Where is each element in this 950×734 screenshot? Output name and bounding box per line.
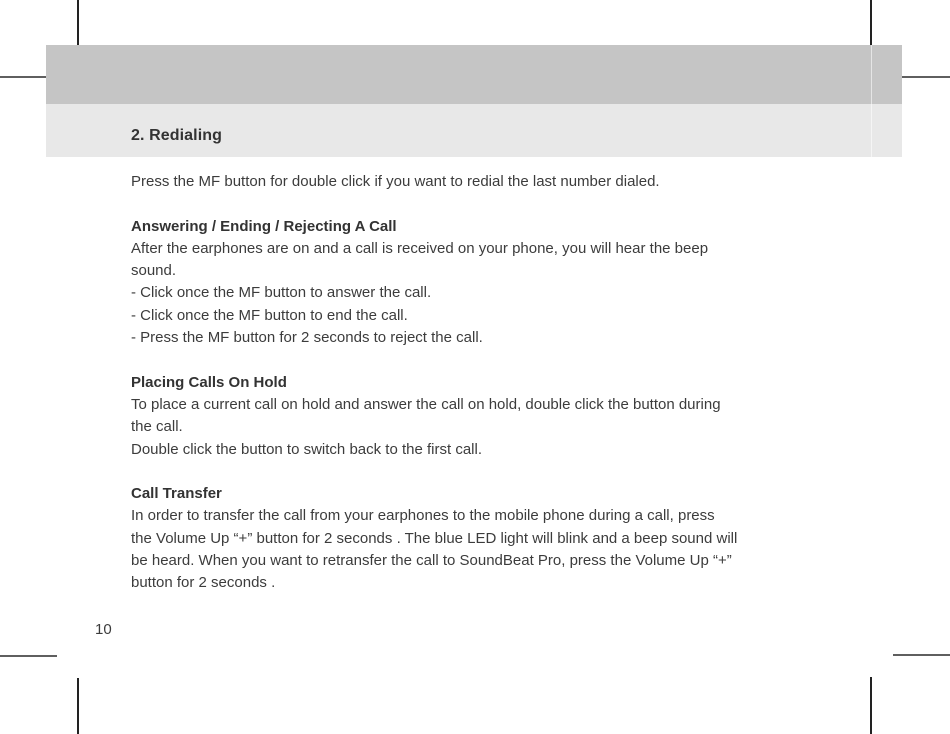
section-title: 2. Redialing	[131, 127, 222, 144]
crop-mark-bottom-left-vertical	[77, 678, 79, 734]
body-line: - Press the MF button for 2 seconds to reject the call.	[131, 329, 483, 347]
body-content	[131, 171, 871, 595]
body-line: In order to transfer the call from your earphones to the mobile phone during a call, press	[131, 507, 715, 525]
body-line: sound.	[131, 262, 177, 280]
intro-paragraph: Press the MF button for double click if you want to redial the last number dialed.	[131, 173, 660, 190]
body-line: - Click once the MF button to answer the call.	[131, 284, 432, 302]
body-line: button for 2 seconds .	[131, 574, 276, 592]
crop-mark-bottom-right-horizontal	[893, 654, 950, 656]
body-line: Double click the button to switch back to the first call.	[131, 440, 482, 458]
crop-mark-band-knockout	[871, 45, 872, 157]
body-line: To place a current call on hold and answer the call on hold, double click the button during	[131, 395, 721, 413]
crop-mark-bottom-right-vertical	[870, 677, 872, 734]
section-transfer	[131, 483, 871, 594]
section-heading: Call Transfer	[131, 485, 222, 503]
section-heading: Answering / Ending / Rejecting A Call	[131, 217, 397, 235]
body-line: - Click once the MF button to end the call.	[131, 306, 408, 324]
body-line: After the earphones are on and a call is received on your phone, you will hear the beep	[131, 239, 709, 257]
section-hold	[131, 372, 871, 461]
section-heading: Placing Calls On Hold	[131, 373, 287, 391]
header-band	[46, 45, 902, 104]
section-title-band	[46, 104, 902, 157]
section-answering	[131, 216, 871, 350]
body-line: the call.	[131, 418, 183, 436]
page-number: 10	[95, 621, 112, 638]
crop-mark-bottom-left-horizontal	[0, 655, 57, 657]
body-line: be heard. When you want to retransfer the call to SoundBeat Pro, press the Volume Up “+”	[131, 552, 732, 570]
body-line: the Volume Up “+” button for 2 seconds . The blue LED light will blink and a beep sound will	[131, 529, 738, 547]
